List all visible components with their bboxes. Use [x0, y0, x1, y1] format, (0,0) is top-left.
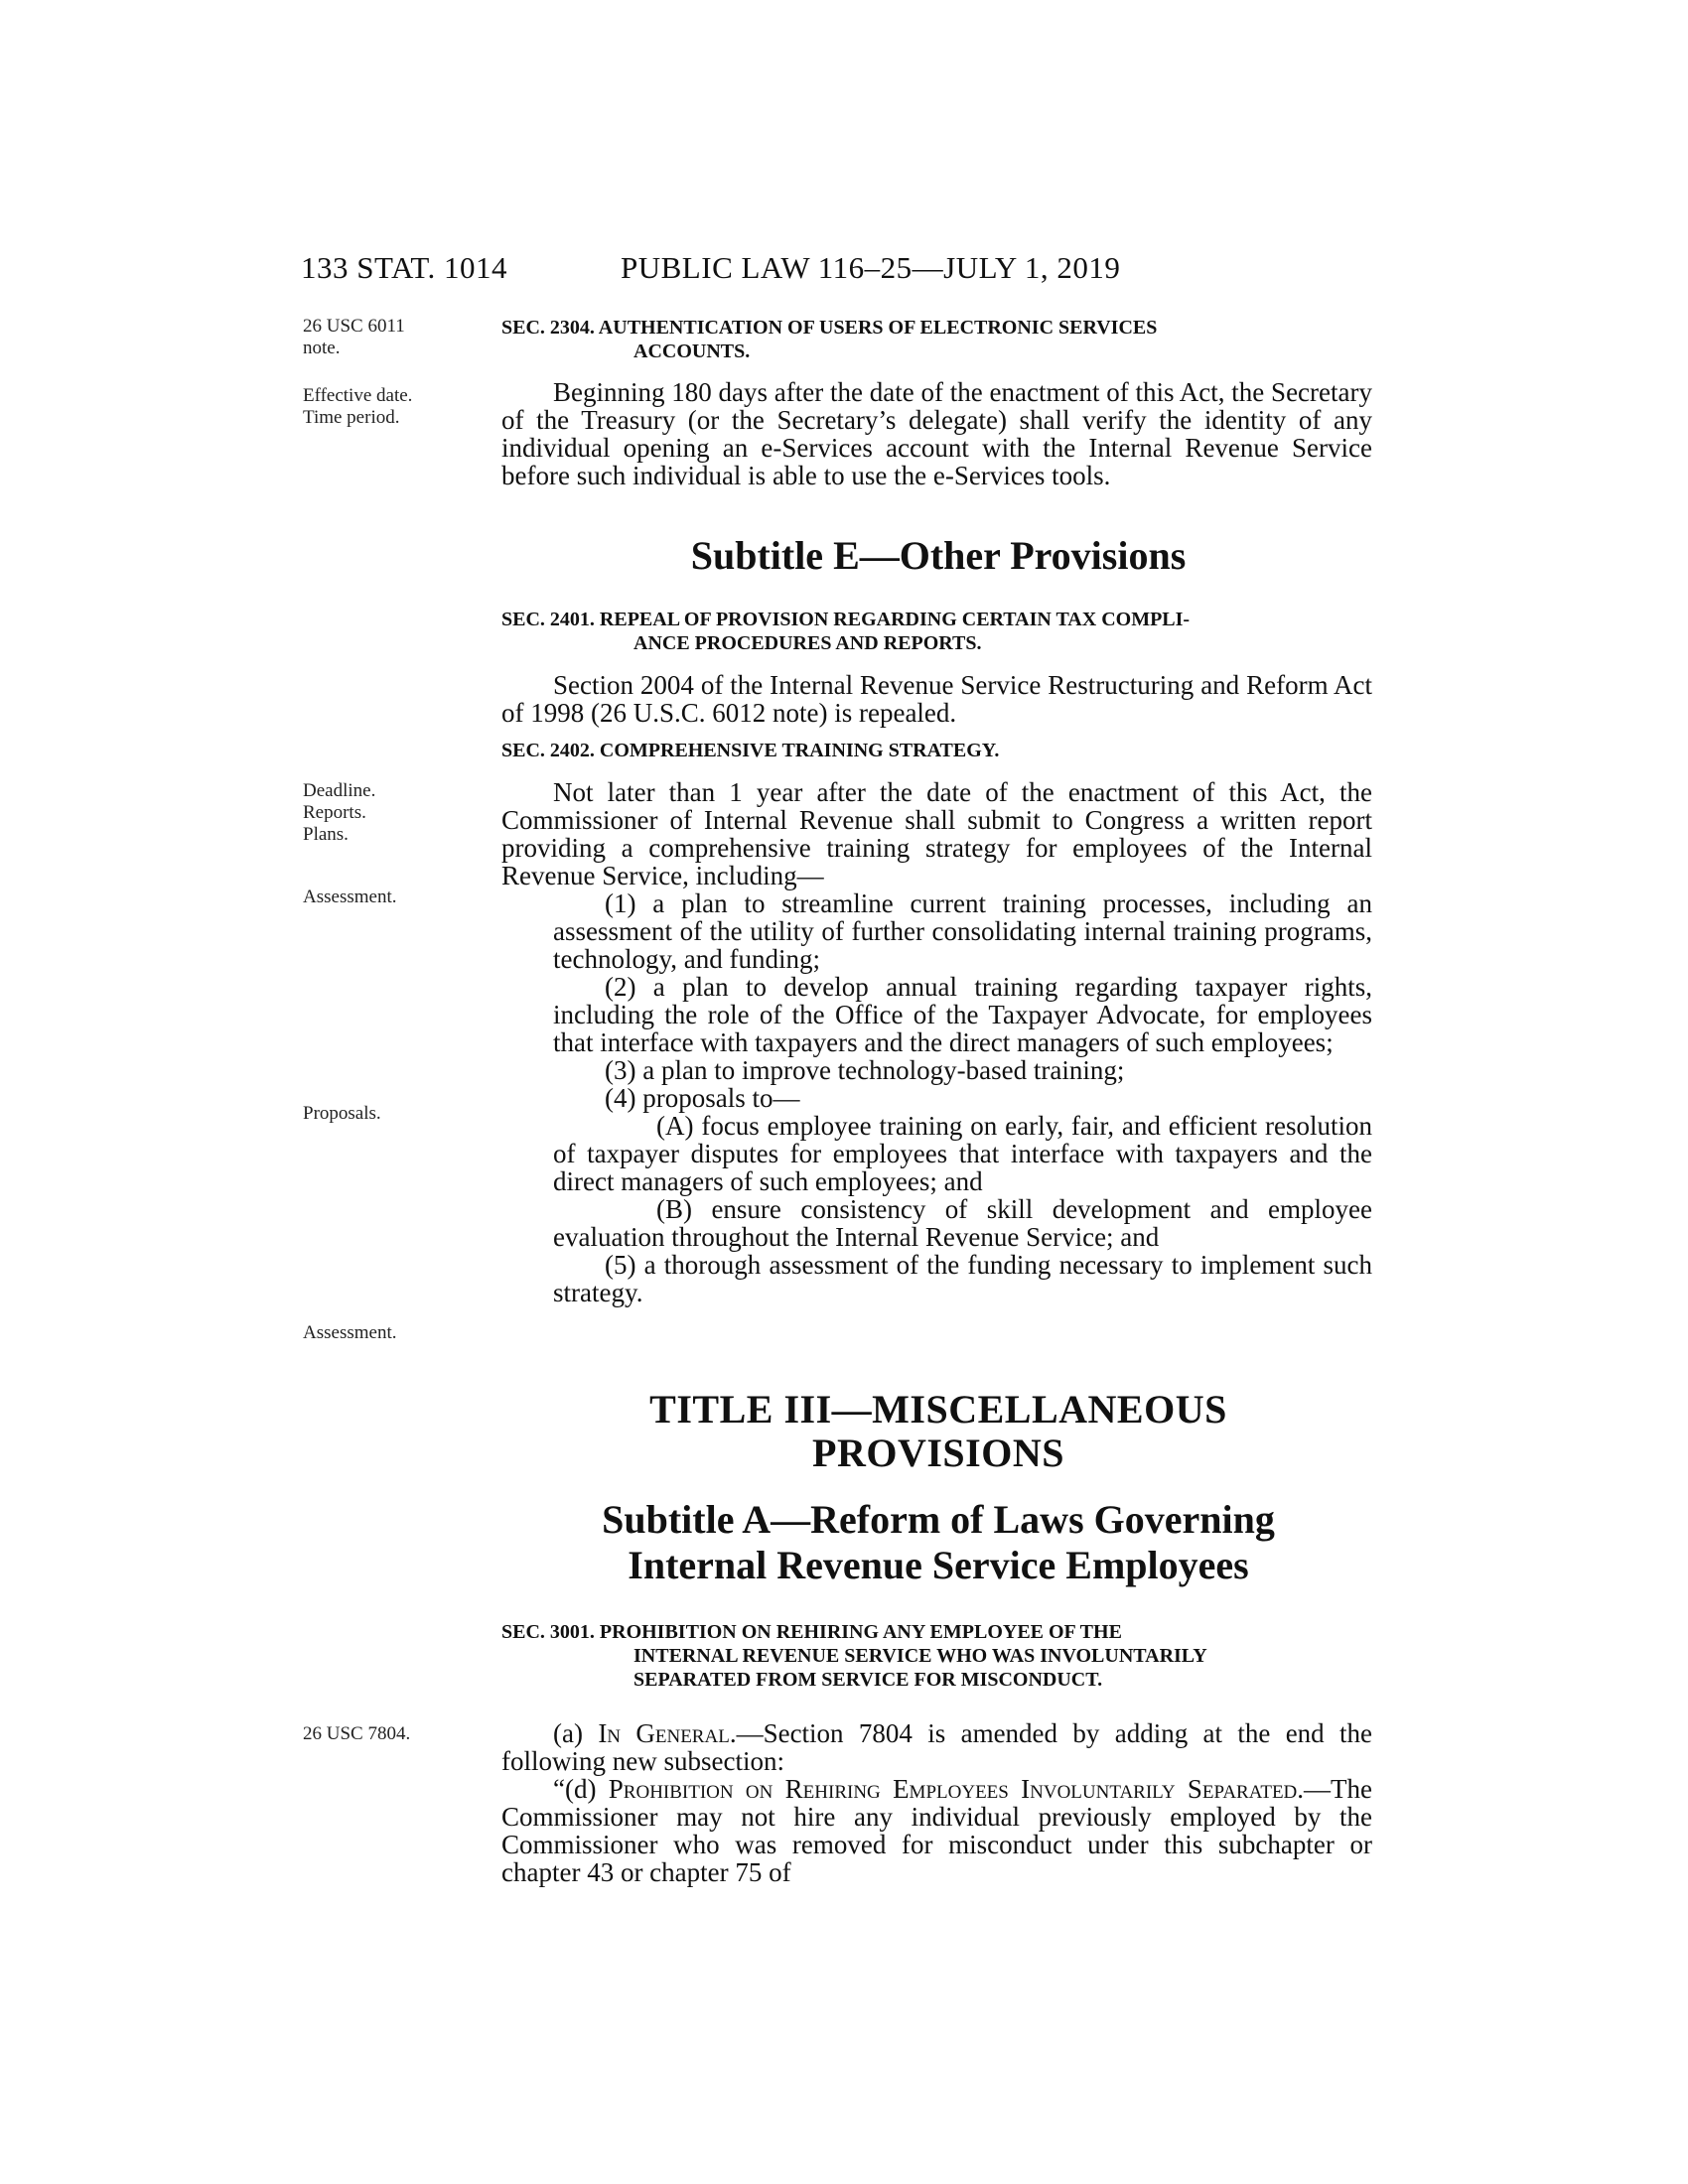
- list-item: (A) focus employee training on early, fair, and efficient resolution of taxpayer disputes for employees that interface with taxpayers and the direct managers of such employees; and: [553, 1111, 1372, 1196]
- paragraph: Not later than 1 year after the date of the enactment of this Act, the Commissioner of Internal Revenue shall submit to Congress a written report providing a comprehensive training strategy for employees of the Internal Revenue Service, including—: [501, 777, 1372, 890]
- subsection-d: [501, 1775, 1372, 1886]
- margin-note-line: Plans.: [303, 824, 349, 845]
- margin-note-line: Proposals.: [303, 1103, 381, 1124]
- margin-note-line: Reports.: [303, 802, 366, 823]
- subsection-text: .—Section 7804 is amended by adding at the end the following new subsection:: [501, 1718, 1373, 1776]
- section-body-2401: [501, 671, 1372, 727]
- margin-note-line: Deadline.: [303, 780, 376, 801]
- subtitle-line: Internal Revenue Service Employees: [628, 1543, 1249, 1587]
- margin-note-usc-6011: [303, 316, 482, 359]
- subsection-text: .—The Commissioner may not hire any individual previously employed by the Commissioner who was removed for misconduct under this subchapter or chapter 43 or chapter 75 of: [501, 1774, 1373, 1887]
- margin-note-assessment-2: [303, 1322, 482, 1344]
- margin-note-line: Assessment.: [303, 1322, 397, 1343]
- margin-note-proposals: [303, 1103, 482, 1125]
- section-body-2304: [501, 378, 1372, 489]
- list-item: (2) a plan to develop annual training regarding taxpayer rights, including the role of the Office of the Taxpayer Advocate, for employees that interface with taxpayers and the direct managers of such employees;: [553, 972, 1372, 1057]
- stat-page-number: 133 STAT. 1014: [301, 250, 508, 285]
- margin-note-line: 26 USC 6011: [303, 316, 405, 337]
- section-heading-2401: [501, 608, 1375, 655]
- subtitle-line: Subtitle E—Other Provisions: [690, 533, 1187, 578]
- subsection-label: (a): [553, 1718, 599, 1748]
- section-body-2402: [501, 778, 1372, 1306]
- section-body-3001: [501, 1719, 1372, 1886]
- section-heading-3001: [501, 1620, 1375, 1692]
- section-heading-line: SEC. 2304. AUTHENTICATION OF USERS OF ELECTRONIC SERVICES: [501, 317, 1158, 339]
- paragraph: Beginning 180 days after the date of the enactment of this Act, the Secretary of the Treasury (or the Secretary’s delegate) shall verify the identity of any individual opening an e-Services account with the Internal Revenue Service before such individual is able to use the e-Services tools.: [501, 377, 1372, 490]
- title-line: TITLE III—MISCELLANEOUS: [649, 1387, 1227, 1432]
- list-item: (5) a thorough assessment of the funding necessary to implement such strategy.: [553, 1250, 1372, 1307]
- list-item: (B) ensure consistency of skill development and employee evaluation throughout the Internal Revenue Service; and: [553, 1194, 1372, 1252]
- subsection-label: “(d): [553, 1774, 609, 1804]
- paragraph: Section 2004 of the Internal Revenue Service Restructuring and Reform Act of 1998 (26 U.S.C. 6012 note) is repealed.: [501, 670, 1372, 728]
- section-heading-line: SEC. 3001. PROHIBITION ON REHIRING ANY EMPLOYEE OF THE: [501, 1621, 1122, 1643]
- margin-note-line: Time period.: [303, 407, 400, 428]
- subsection-a: [501, 1719, 1372, 1775]
- title-heading-iii: [501, 1388, 1375, 1475]
- section-heading-2402: [501, 739, 1375, 762]
- section-heading-line: ACCOUNTS.: [633, 341, 751, 362]
- subtitle-heading-a: [501, 1497, 1375, 1588]
- margin-note-line: 26 USC 7804.: [303, 1723, 411, 1744]
- subtitle-line: Subtitle A—Reform of Laws Governing: [602, 1497, 1275, 1542]
- subsection-caption: Prohibition on Rehiring Employees Involuntarily Separated: [608, 1774, 1298, 1804]
- margin-note-deadline: [303, 780, 482, 846]
- margin-note-usc-7804: [303, 1723, 482, 1745]
- section-heading-line: SEC. 2401. REPEAL OF PROVISION REGARDING CERTAIN TAX COMPLI-: [501, 609, 1191, 630]
- section-heading-2304: [501, 316, 1375, 363]
- margin-note-line: note.: [303, 338, 341, 358]
- margin-note-line: Assessment.: [303, 887, 397, 907]
- margin-note-effective-date: [303, 385, 482, 429]
- list-item: (1) a plan to streamline current training processes, including an assessment of the utility of further consolidating internal training programs, technology, and funding;: [553, 888, 1372, 974]
- subsection-caption: In General: [598, 1718, 730, 1748]
- list-item: (3) a plan to improve technology-based training;: [605, 1055, 1125, 1085]
- section-heading-line: INTERNAL REVENUE SERVICE WHO WAS INVOLUNTARILY: [633, 1645, 1207, 1667]
- title-line: PROVISIONS: [812, 1431, 1064, 1475]
- margin-note-line: Effective date.: [303, 385, 413, 406]
- running-head: [301, 250, 1393, 290]
- list-item: (4) proposals to—: [605, 1083, 800, 1113]
- section-heading-line: SEPARATED FROM SERVICE FOR MISCONDUCT.: [633, 1669, 1103, 1691]
- section-heading-line: ANCE PROCEDURES AND REPORTS.: [633, 632, 982, 654]
- margin-note-assessment-1: [303, 887, 482, 908]
- subtitle-heading-e: [501, 533, 1375, 579]
- section-heading-line: SEC. 2402. COMPREHENSIVE TRAINING STRATEGY.: [501, 740, 1000, 761]
- law-title: PUBLIC LAW 116–25—JULY 1, 2019: [621, 250, 1121, 285]
